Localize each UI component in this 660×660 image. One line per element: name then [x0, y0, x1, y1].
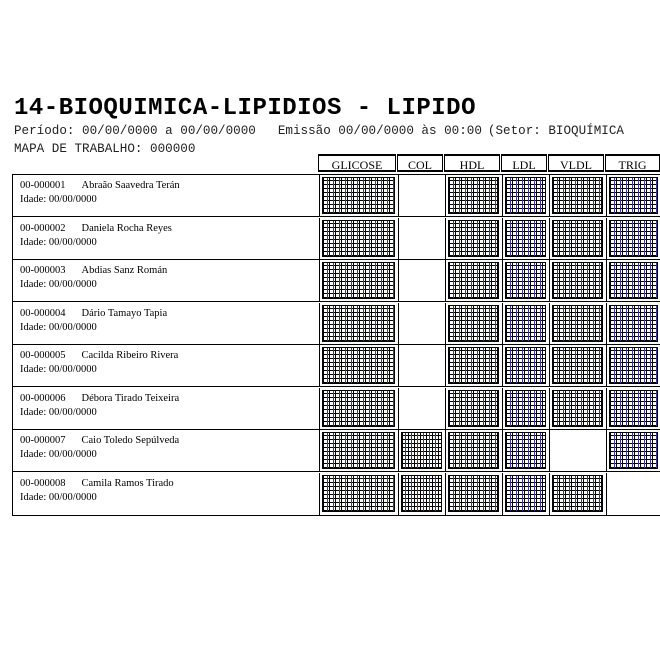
patient-name: Abdias Sanz Román [81, 265, 168, 276]
result-entry-box [552, 220, 603, 257]
result-entry-box [322, 305, 395, 342]
patient-age: Idade: 00/00/0000 [20, 236, 97, 248]
test-cell-ldl[interactable] [502, 175, 549, 216]
table-row [13, 260, 660, 302]
test-cell-trig[interactable] [606, 430, 660, 471]
test-cell-glicose[interactable] [319, 175, 398, 216]
result-entry-box [448, 177, 499, 214]
patient-code: 00-000004 [20, 307, 66, 319]
report-meta-line [14, 124, 646, 138]
report-title: 14-BIOQUIMICA-LIPIDIOS - LIPIDO [14, 95, 476, 122]
patient-code: 00-000006 [20, 392, 66, 404]
result-entry-box [401, 432, 442, 469]
result-entry-box [505, 305, 546, 342]
test-cell-col[interactable] [398, 345, 445, 386]
result-entry-box [322, 177, 395, 214]
result-entry-box [505, 177, 546, 214]
test-cell-glicose[interactable] [319, 345, 398, 386]
test-cell-glicose[interactable] [319, 260, 398, 301]
result-entry-box [552, 390, 603, 427]
test-cell-trig[interactable] [606, 303, 660, 344]
patient-code: 00-000008 [20, 477, 66, 489]
column-header-ldl: LDL [501, 154, 547, 172]
test-cell-glicose[interactable] [319, 218, 398, 259]
result-entry-box [322, 390, 395, 427]
test-cell-hdl[interactable] [445, 430, 502, 471]
result-entry-box [322, 475, 395, 512]
test-cell-col[interactable] [398, 473, 445, 514]
result-entry-box [505, 390, 546, 427]
patient-id-name [20, 265, 167, 276]
patient-name: Dário Tamayo Tapia [81, 307, 168, 319]
test-cell-trig[interactable] [606, 260, 660, 301]
test-cell-hdl[interactable] [445, 218, 502, 259]
test-cell-ldl[interactable] [502, 473, 549, 514]
test-cell-hdl[interactable] [445, 345, 502, 386]
patient-age: Idade: 00/00/0000 [20, 406, 97, 418]
result-entry-box [505, 347, 546, 384]
test-cell-col[interactable] [398, 175, 445, 216]
patient-id-name [20, 350, 178, 361]
result-entry-box [609, 220, 658, 257]
patient-code: 00-000002 [20, 222, 66, 234]
test-cell-glicose[interactable] [319, 430, 398, 471]
test-cell-vldl[interactable] [549, 430, 606, 471]
table-row [13, 175, 660, 217]
table-row [13, 345, 660, 387]
test-cell-ldl[interactable] [502, 260, 549, 301]
test-cell-trig[interactable] [606, 345, 660, 386]
result-entry-box [609, 305, 658, 342]
test-cell-vldl[interactable] [549, 345, 606, 386]
result-entry-box [552, 475, 603, 512]
patient-id-name [20, 478, 174, 489]
patient-age: Idade: 00/00/0000 [20, 321, 97, 333]
period-text: Período: 00/00/0000 a 00/00/0000 [14, 124, 256, 138]
patient-age: Idade: 00/00/0000 [20, 279, 97, 290]
patient-name: Cacilda Ribeiro Rivera [81, 350, 179, 361]
result-entry-box [505, 262, 546, 299]
result-entry-box [448, 390, 499, 427]
result-entry-box [322, 220, 395, 257]
patient-age: Idade: 00/00/0000 [20, 364, 97, 375]
patient-id-name [20, 308, 167, 319]
test-cell-vldl[interactable] [549, 303, 606, 344]
work-map-text: MAPA DE TRABALHO: 000000 [14, 142, 196, 156]
test-cell-trig[interactable] [606, 175, 660, 216]
column-header-vldl: VLDL [548, 154, 604, 172]
test-cell-vldl[interactable] [549, 260, 606, 301]
table-row [13, 303, 660, 345]
result-entry-box [609, 390, 658, 427]
patient-name: Abraão Saavedra Terán [81, 180, 180, 191]
result-entry-box [448, 475, 499, 512]
result-entry-box [448, 305, 499, 342]
worksheet-table [12, 174, 660, 516]
test-cell-glicose[interactable] [319, 388, 398, 429]
result-entry-box [505, 475, 546, 512]
test-cell-hdl[interactable] [445, 303, 502, 344]
sector-text: (Setor: BIOQUÍMICA [487, 124, 624, 138]
test-cell-vldl[interactable] [549, 388, 606, 429]
test-cell-glicose[interactable] [319, 303, 398, 344]
result-entry-box [448, 432, 499, 469]
patient-code: 00-000007 [20, 435, 66, 446]
result-entry-box [401, 475, 442, 512]
test-cell-col[interactable] [398, 260, 445, 301]
test-cell-ldl[interactable] [502, 345, 549, 386]
result-entry-box [448, 220, 499, 257]
test-cell-trig[interactable] [606, 388, 660, 429]
result-entry-box [609, 432, 658, 469]
table-row [13, 473, 660, 515]
column-header-hdl: HDL [444, 154, 500, 172]
result-entry-box [322, 347, 395, 384]
test-cell-vldl[interactable] [549, 175, 606, 216]
result-entry-box [505, 220, 546, 257]
patient-name: Caio Toledo Sepúlveda [81, 435, 180, 446]
result-entry-box [609, 262, 658, 299]
table-row [13, 388, 660, 430]
result-entry-box [322, 432, 395, 469]
column-header-trig: TRIG [605, 154, 660, 172]
emission-text: Emissão 00/00/0000 às 00:00 [277, 124, 482, 138]
patient-code: 00-000001 [20, 180, 66, 191]
patient-id-name [20, 223, 172, 234]
test-cell-ldl[interactable] [502, 218, 549, 259]
column-header-glicose: GLICOSE [318, 154, 396, 172]
test-cell-ldl[interactable] [502, 303, 549, 344]
patient-age: Idade: 00/00/0000 [20, 491, 97, 503]
test-cell-col[interactable] [398, 303, 445, 344]
patient-age: Idade: 00/00/0000 [20, 194, 97, 205]
patient-code: 00-000005 [20, 350, 66, 361]
table-row [13, 218, 660, 260]
test-cell-vldl[interactable] [549, 473, 606, 514]
result-entry-box [609, 177, 658, 214]
result-entry-box [448, 347, 499, 384]
result-entry-box [552, 177, 603, 214]
test-cell-hdl[interactable] [445, 388, 502, 429]
result-entry-box [552, 262, 603, 299]
patient-id-name [20, 393, 179, 404]
test-cell-vldl[interactable] [549, 218, 606, 259]
patient-age: Idade: 00/00/0000 [20, 449, 97, 460]
table-row [13, 430, 660, 472]
patient-id-name [20, 435, 179, 446]
result-entry-box [505, 432, 546, 469]
test-cell-trig[interactable] [606, 473, 660, 514]
patient-code: 00-000003 [20, 265, 66, 276]
result-entry-box [448, 262, 499, 299]
patient-name: Camila Ramos Tirado [81, 477, 174, 489]
patient-id-name [20, 180, 180, 191]
test-cell-trig[interactable] [606, 218, 660, 259]
test-cell-hdl[interactable] [445, 175, 502, 216]
result-entry-box [552, 347, 603, 384]
patient-name: Daniela Rocha Reyes [81, 222, 172, 234]
test-cell-hdl[interactable] [445, 260, 502, 301]
column-header-col: COL [397, 154, 443, 172]
patient-name: Débora Tirado Teixeira [81, 392, 180, 404]
test-cell-col[interactable] [398, 388, 445, 429]
result-entry-box [552, 305, 603, 342]
result-entry-box [322, 262, 395, 299]
test-cell-ldl[interactable] [502, 430, 549, 471]
test-cell-glicose[interactable] [319, 473, 398, 514]
test-cell-col[interactable] [398, 218, 445, 259]
result-entry-box [609, 347, 658, 384]
test-cell-col[interactable] [398, 430, 445, 471]
test-cell-ldl[interactable] [502, 388, 549, 429]
test-cell-hdl[interactable] [445, 473, 502, 514]
